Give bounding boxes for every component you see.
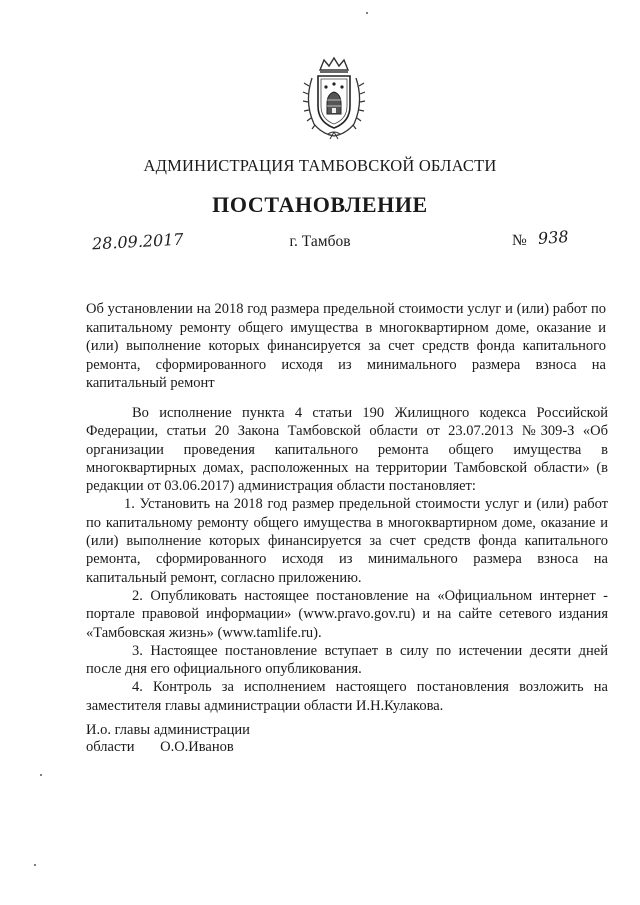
body-item-3: 3. Настоящее постановление вступает в силу по истечении десяти дней после дня его официального опубликования.	[86, 642, 608, 678]
document-date: 28.09.2017	[91, 229, 185, 254]
signature-title-region: области	[86, 738, 135, 755]
scan-speck	[366, 12, 368, 14]
signature-block	[86, 722, 250, 755]
document-subject: Об установлении на 2018 год размера предельной стоимости услуг и (или) работ по капитальному ремонту общего имущества в многоквартирном доме, оказание и (или) выполнение которых финансируется за счет средств фонда капитального ремонта, сформированного исходя из минимального размера взноса на капитальный ремонт	[86, 301, 606, 392]
signature-title-line2	[86, 739, 250, 756]
organization-name: АДМИНИСТРАЦИЯ ТАМБОВСКОЙ ОБЛАСТИ	[143, 156, 497, 175]
document-type: ПОСТАНОВЛЕНИЕ	[212, 192, 428, 217]
body-item-4: 4. Контроль за исполнением настоящего постановления возложить на заместителя главы администрации области И.Н.Кулакова.	[86, 679, 608, 714]
body-preamble: Во исполнение пункта 4 статьи 190 Жилищного кодекса Российской Федерации, статьи 20 Закона Тамбовской области от 23.07.2013 №309-З «Об организации проведения капитального ремонта общего имущества в многоквартирных домах, расположенных на территории Тамбовской области» (в редакции от 03.06.2017) администрация области постановляет:	[86, 405, 608, 495]
document-body	[86, 404, 608, 715]
document-number: 938	[537, 226, 570, 249]
scan-speck	[34, 864, 36, 866]
document-number-label: №	[512, 232, 527, 249]
body-item-2: 2. Опубликовать настоящее постановление на «Официальном интернет - портале правовой информации» (www.pravo.gov.ru) и на сайте сетевого издания «Тамбовская жизнь» (www.tamlife.ru).	[86, 587, 608, 641]
scan-speck	[40, 774, 42, 776]
signature-name: О.О.Иванов	[160, 738, 234, 755]
signature-title-line1: И.о. главы администрации	[86, 722, 250, 738]
document-city: г. Тамбов	[289, 233, 351, 250]
coat-of-arms-icon	[300, 56, 368, 140]
body-item-1: 1. Установить на 2018 год размер предельной стоимости услуг и (или) работ по капитальному ремонту общего имущества в многоквартирном доме, оказание и (или) выполнение которых финансируется за счет средств фонда капитального ремонта, сформированного исходя из минимального размера взноса на капитальный ремонт, согласно приложению.	[86, 496, 608, 586]
